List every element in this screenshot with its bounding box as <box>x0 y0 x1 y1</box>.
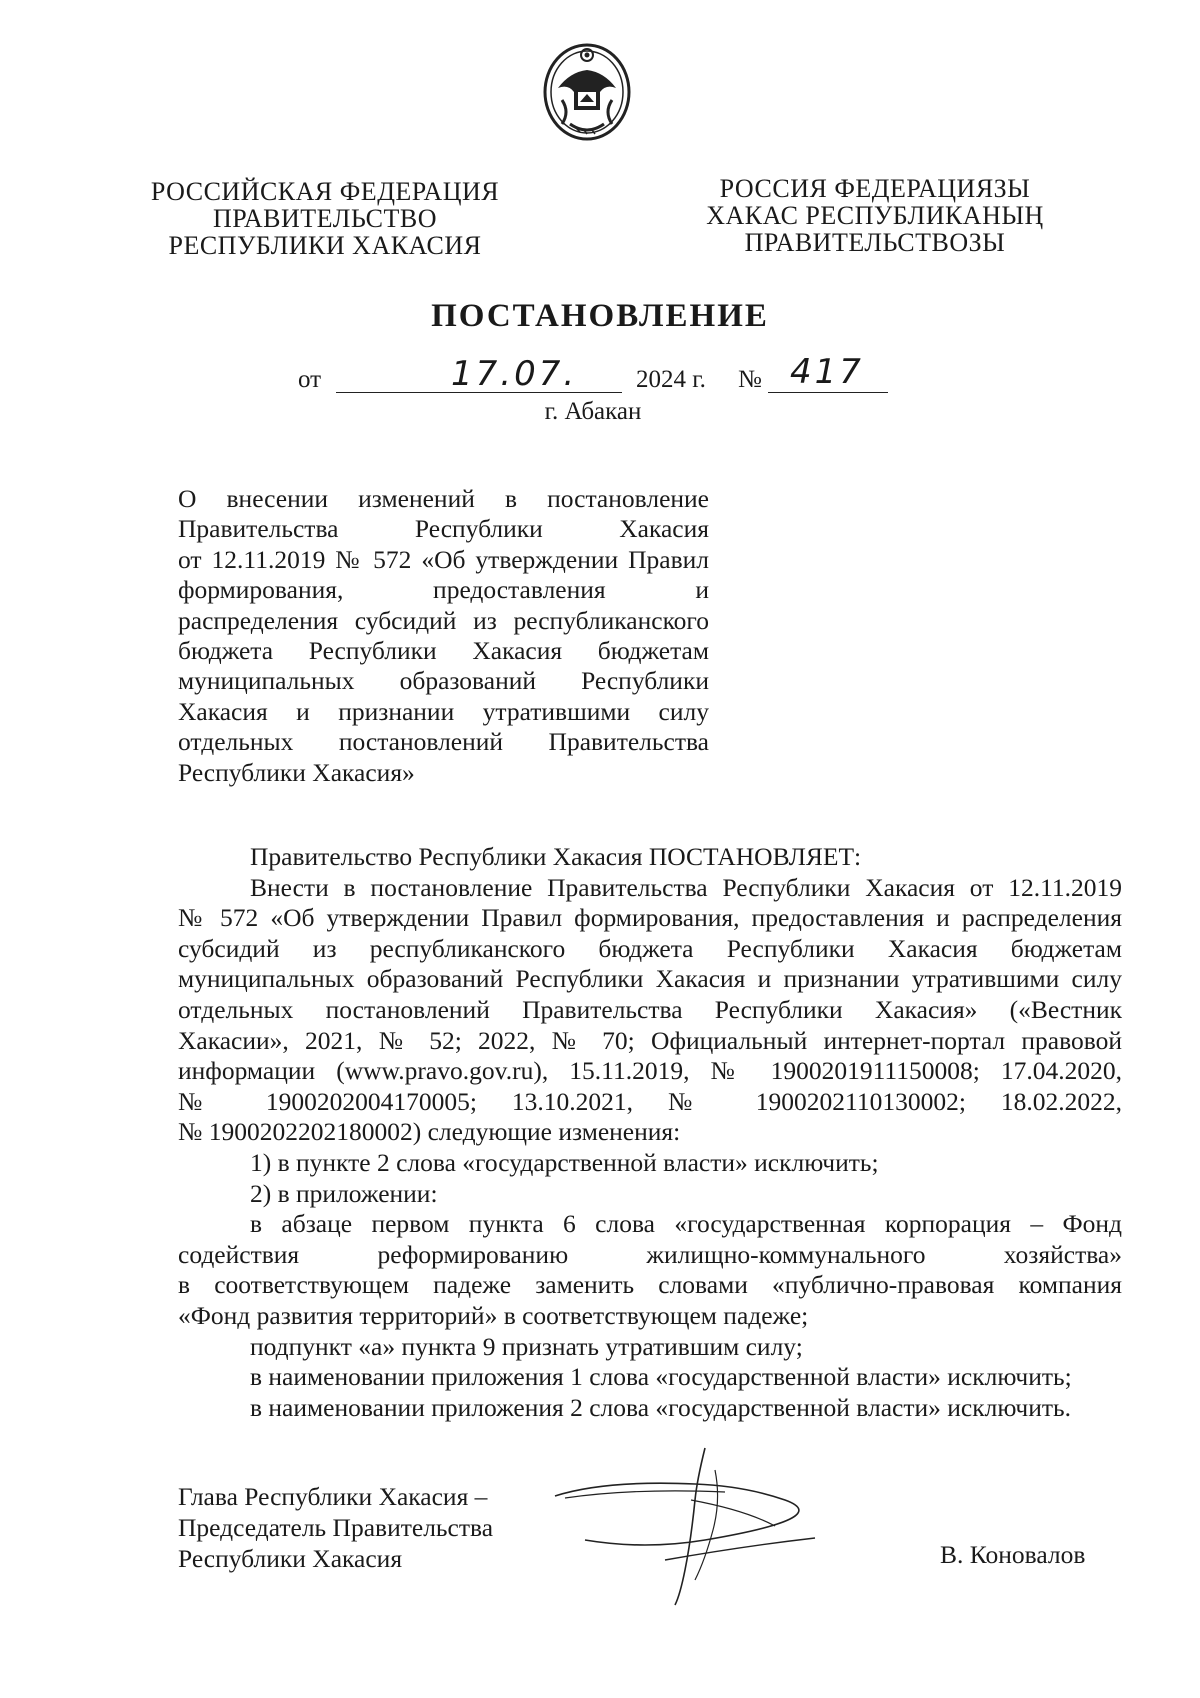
subject-line: от 12.11.2019 № 572 «Об утверждении Правил <box>178 544 709 574</box>
signatory-title-line: Председатель Правительства <box>178 1513 494 1542</box>
number-prefix: № <box>738 366 762 393</box>
date-handwritten: 17.07. <box>451 354 578 394</box>
subject-line: Правительства Республики Хакасия <box>178 514 709 544</box>
body-line: в соответствующем падеже заменить словами «публично-правовая компания <box>178 1270 1122 1300</box>
subject-line: распределения субсидий из республиканского <box>178 605 709 635</box>
subject-line: формирования, предоставления и <box>178 575 709 605</box>
body-line: содействия реформированию жилищно-коммунального хозяйства» <box>178 1239 1122 1269</box>
header-left-line: РЕСПУБЛИКИ ХАКАСИЯ <box>168 231 482 260</box>
subject-line: О внесении изменений в постановление <box>178 484 709 513</box>
signatory-name: В. Коновалов <box>940 1540 1086 1569</box>
city-label: г. Абакан <box>544 398 642 425</box>
body-line: субсидий из республиканского бюджета Республики Хакасия бюджетам <box>178 933 1122 963</box>
document-subject <box>178 484 709 788</box>
number-handwritten: 417 <box>790 352 864 392</box>
signatory-title-line: Глава Республики Хакасия – <box>178 1482 488 1511</box>
header-right-line: ПРАВИТЕЛЬСТВОЗЫ <box>744 228 1006 257</box>
body-line: 1) в пункте 2 слова «государственной власти» исключить; <box>250 1147 879 1177</box>
header-left <box>150 178 500 259</box>
header-right-line: РОССИЯ ФЕДЕРАЦИЯЗЫ <box>719 174 1031 203</box>
header-left-line: РОССИЙСКАЯ ФЕДЕРАЦИЯ <box>150 177 500 206</box>
body-line: «Фонд развития территорий» в соответствующем падеже; <box>178 1300 809 1330</box>
document-body <box>178 842 1122 1423</box>
subject-line: Республики Хакасия» <box>178 757 415 787</box>
body-line: отдельных постановлений Правительства Республики Хакасия» («Вестник <box>178 994 1122 1024</box>
body-line: муниципальных образований Республики Хакасия и признании утратившими силу <box>178 964 1122 994</box>
body-line: информации (www.pravo.gov.ru), 15.11.2019, № 1900201911150008; 17.04.2020, <box>178 1056 1122 1086</box>
coat-of-arms-emblem <box>540 40 634 142</box>
signatory-title-line: Республики Хакасия <box>178 1544 403 1573</box>
body-line: № 572 «Об утверждении Правил формирования, предоставления и распределения <box>178 903 1122 933</box>
body-line: в абзаце первом пункта 6 слова «государственная корпорация – Фонд <box>250 1209 1122 1239</box>
subject-line: муниципальных образований Республики <box>178 666 709 696</box>
header-right-line: ХАКАС РЕСПУБЛИКАНЫҢ <box>706 201 1044 230</box>
body-line: № 1900202202180002) следующие изменения: <box>178 1117 681 1147</box>
body-line: в наименовании приложения 2 слова «государственной власти» исключить. <box>250 1392 1072 1422</box>
body-line: в наименовании приложения 1 слова «государственной власти» исключить; <box>250 1362 1072 1392</box>
body-line: 2) в приложении: <box>250 1178 438 1208</box>
header-right <box>680 175 1070 256</box>
body-line: Внести в постановление Правительства Республики Хакасия от 12.11.2019 <box>250 872 1122 902</box>
body-line: подпункт «а» пункта 9 признать утратившим силу; <box>250 1331 803 1361</box>
number-line <box>768 352 888 393</box>
body-line: Правительство Республики Хакасия ПОСТАНОВЛЯЕТ: <box>250 842 862 871</box>
header-left-line: ПРАВИТЕЛЬСТВО <box>213 204 437 233</box>
date-line <box>336 354 622 394</box>
date-prefix: от <box>298 366 322 393</box>
year-label: 2024 г. <box>636 366 706 393</box>
body-line: № 1900202004170005; 13.10.2021, № 1900202110130002; 18.02.2022, <box>178 1086 1122 1116</box>
subject-line: отдельных постановлений Правительства <box>178 727 709 757</box>
document-type-title: ПОСТАНОВЛЕНИЕ <box>431 298 769 334</box>
subject-line: Хакасия и признании утратившими силу <box>178 696 709 726</box>
handwritten-signature <box>545 1440 865 1610</box>
body-line: Хакасии», 2021, № 52; 2022, № 70; Официальный интернет-портал правовой <box>178 1025 1122 1055</box>
subject-line: бюджета Республики Хакасия бюджетам <box>178 636 709 666</box>
signatory-title <box>178 1481 493 1574</box>
